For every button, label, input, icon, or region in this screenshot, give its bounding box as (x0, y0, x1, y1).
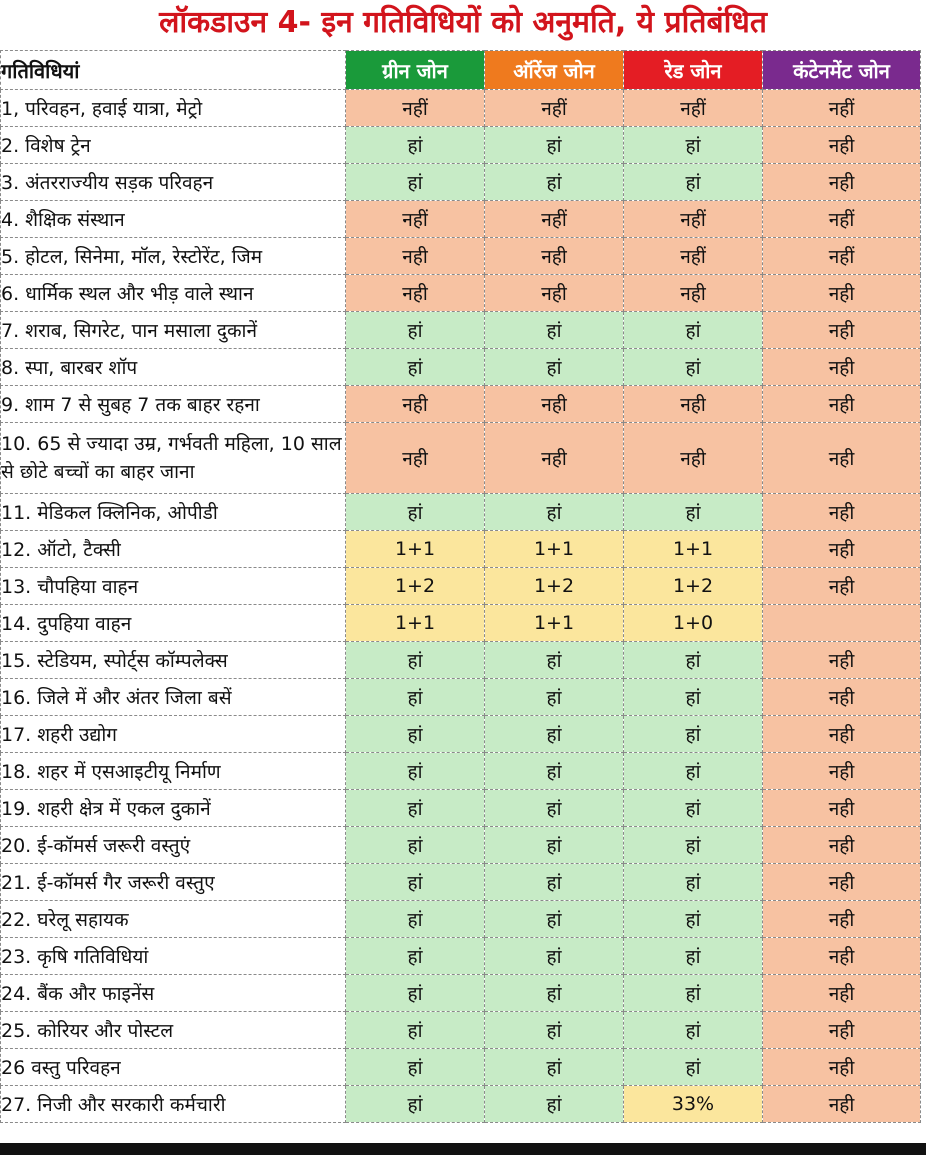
containment-zone-cell: नही (763, 938, 921, 975)
activity-cell: 8. स्पा, बारबर शॉप (1, 349, 346, 386)
orange-zone-cell: हां (485, 938, 624, 975)
red-zone-cell: हां (624, 975, 763, 1012)
red-zone-cell: हां (624, 716, 763, 753)
activity-cell: 6. धार्मिक स्थल और भीड़ वाले स्थान (1, 275, 346, 312)
red-zone-cell: हां (624, 827, 763, 864)
activity-cell: 9. शाम 7 से सुबह 7 तक बाहर रहना (1, 386, 346, 423)
orange-zone-cell: नही (485, 386, 624, 423)
page-title: लॉकडाउन 4- इन गतिविधियों को अनुमति, ये प्रतिबंधित (159, 5, 767, 40)
containment-zone-cell: नही (763, 679, 921, 716)
containment-zone-cell: नही (763, 716, 921, 753)
green-zone-cell: हां (346, 1049, 485, 1086)
header-containment-zone: कंटेनमेंट जोन (763, 51, 921, 90)
red-zone-cell: 33% (624, 1086, 763, 1123)
red-zone-cell: हां (624, 864, 763, 901)
table-row (1, 679, 921, 716)
table-row (1, 975, 921, 1012)
red-zone-cell: नही (624, 423, 763, 494)
green-zone-cell: हां (346, 864, 485, 901)
containment-zone-cell: नही (763, 901, 921, 938)
orange-zone-cell: 1+1 (485, 605, 624, 642)
green-zone-cell: नहीं (346, 90, 485, 127)
green-zone-cell: नही (346, 238, 485, 275)
green-zone-cell: हां (346, 164, 485, 201)
red-zone-cell: नहीं (624, 90, 763, 127)
containment-zone-cell: नही (763, 642, 921, 679)
green-zone-cell: 1+1 (346, 531, 485, 568)
orange-zone-cell: हां (485, 753, 624, 790)
red-zone-cell: 1+2 (624, 568, 763, 605)
orange-zone-cell: नही (485, 423, 624, 494)
red-zone-cell: हां (624, 679, 763, 716)
table-row (1, 864, 921, 901)
orange-zone-cell: हां (485, 349, 624, 386)
containment-zone-cell: नही (763, 1012, 921, 1049)
table-row (1, 386, 921, 423)
containment-zone-cell: नही (763, 312, 921, 349)
header-activity: गतिविधियां (1, 51, 346, 90)
red-zone-cell: हां (624, 127, 763, 164)
red-zone-cell: हां (624, 938, 763, 975)
activity-cell: 18. शहर में एसआइटीयू निर्माण (1, 753, 346, 790)
activity-cell: 23. कृषि गतिविधियां (1, 938, 346, 975)
header-red-zone: रेड जोन (624, 51, 763, 90)
table-row (1, 938, 921, 975)
table-row (1, 605, 921, 642)
table-row (1, 423, 921, 494)
containment-zone-cell (763, 605, 921, 642)
red-zone-cell: हां (624, 1049, 763, 1086)
red-zone-cell: नही (624, 275, 763, 312)
activity-cell: 22. घरेलू सहायक (1, 901, 346, 938)
orange-zone-cell: हां (485, 164, 624, 201)
table-row (1, 531, 921, 568)
green-zone-cell: हां (346, 127, 485, 164)
containment-zone-cell: नही (763, 1086, 921, 1123)
activity-cell: 21. ई-कॉमर्स गैर जरूरी वस्तुए (1, 864, 346, 901)
activity-cell: 13. चौपहिया वाहन (1, 568, 346, 605)
red-zone-cell: हां (624, 790, 763, 827)
orange-zone-cell: नही (485, 275, 624, 312)
green-zone-cell: 1+2 (346, 568, 485, 605)
orange-zone-cell: हां (485, 1049, 624, 1086)
containment-zone-cell: नही (763, 790, 921, 827)
activity-cell: 15. स्टेडियम, स्पोर्ट्स कॉम्पलेक्स (1, 642, 346, 679)
table-row (1, 90, 921, 127)
table-row (1, 275, 921, 312)
green-zone-cell: हां (346, 312, 485, 349)
activity-cell: 14. दुपहिया वाहन (1, 605, 346, 642)
table-row (1, 827, 921, 864)
table-row (1, 1012, 921, 1049)
green-zone-cell: हां (346, 975, 485, 1012)
table-row (1, 201, 921, 238)
green-zone-cell: हां (346, 753, 485, 790)
table-header-row (1, 51, 921, 90)
containment-zone-cell: नही (763, 349, 921, 386)
red-zone-cell: हां (624, 901, 763, 938)
table-row (1, 312, 921, 349)
red-zone-cell: हां (624, 753, 763, 790)
activity-cell: 5. होटल, सिनेमा, मॉल, रेस्टोरेंट, जिम (1, 238, 346, 275)
red-zone-cell: हां (624, 494, 763, 531)
green-zone-cell: नही (346, 275, 485, 312)
containment-zone-cell: नहीं (763, 201, 921, 238)
containment-zone-cell: नही (763, 423, 921, 494)
orange-zone-cell: हां (485, 790, 624, 827)
containment-zone-cell: नही (763, 827, 921, 864)
activity-cell: 2. विशेष ट्रेन (1, 127, 346, 164)
orange-zone-cell: हां (485, 864, 624, 901)
table-body (1, 90, 921, 1123)
containment-zone-cell: नही (763, 975, 921, 1012)
red-zone-cell: हां (624, 164, 763, 201)
orange-zone-cell: हां (485, 679, 624, 716)
activity-cell: 3. अंतरराज्यीय सड़क परिवहन (1, 164, 346, 201)
red-zone-cell: हां (624, 642, 763, 679)
activity-cell: 7. शराब, सिगरेट, पान मसाला दुकानें (1, 312, 346, 349)
orange-zone-cell: हां (485, 1012, 624, 1049)
green-zone-cell: हां (346, 1086, 485, 1123)
bottom-edge-bar (0, 1143, 926, 1155)
containment-zone-cell: नही (763, 568, 921, 605)
orange-zone-cell: नही (485, 238, 624, 275)
table-row (1, 1049, 921, 1086)
green-zone-cell: हां (346, 494, 485, 531)
table-row (1, 127, 921, 164)
table-row (1, 349, 921, 386)
containment-zone-cell: नही (763, 494, 921, 531)
orange-zone-cell: हां (485, 827, 624, 864)
containment-zone-cell: नही (763, 864, 921, 901)
table-row (1, 164, 921, 201)
containment-zone-cell: नहीं (763, 90, 921, 127)
activity-cell: 27. निजी और सरकारी कर्मचारी (1, 1086, 346, 1123)
orange-zone-cell: हां (485, 127, 624, 164)
activity-cell: 16. जिले में और अंतर जिला बसें (1, 679, 346, 716)
green-zone-cell: हां (346, 642, 485, 679)
lockdown-activity-table (0, 50, 921, 1123)
orange-zone-cell: हां (485, 975, 624, 1012)
activity-cell: 26 वस्तु परिवहन (1, 1049, 346, 1086)
green-zone-cell: 1+1 (346, 605, 485, 642)
containment-zone-cell: नही (763, 275, 921, 312)
table-row (1, 901, 921, 938)
activity-cell: 4. शैक्षिक संस्थान (1, 201, 346, 238)
table-row (1, 716, 921, 753)
red-zone-cell: हां (624, 1012, 763, 1049)
green-zone-cell: नहीं (346, 201, 485, 238)
green-zone-cell: हां (346, 938, 485, 975)
green-zone-cell: नही (346, 423, 485, 494)
activity-cell: 25. कोरियर और पोस्टल (1, 1012, 346, 1049)
activity-cell: 1, परिवहन, हवाई यात्रा, मेट्रो (1, 90, 346, 127)
containment-zone-cell: नही (763, 1049, 921, 1086)
red-zone-cell: हां (624, 349, 763, 386)
orange-zone-cell: हां (485, 642, 624, 679)
green-zone-cell: हां (346, 716, 485, 753)
green-zone-cell: हां (346, 679, 485, 716)
green-zone-cell: हां (346, 827, 485, 864)
orange-zone-cell: 1+2 (485, 568, 624, 605)
red-zone-cell: नहीं (624, 238, 763, 275)
containment-zone-cell: नही (763, 127, 921, 164)
table-row (1, 753, 921, 790)
table-row (1, 790, 921, 827)
orange-zone-cell: हां (485, 312, 624, 349)
green-zone-cell: हां (346, 901, 485, 938)
activity-cell: 17. शहरी उद्योग (1, 716, 346, 753)
orange-zone-cell: हां (485, 494, 624, 531)
orange-zone-cell: हां (485, 1086, 624, 1123)
containment-zone-cell: नहीं (763, 238, 921, 275)
orange-zone-cell: नहीं (485, 90, 624, 127)
table-row (1, 238, 921, 275)
green-zone-cell: हां (346, 349, 485, 386)
red-zone-cell: 1+0 (624, 605, 763, 642)
red-zone-cell: 1+1 (624, 531, 763, 568)
green-zone-cell: हां (346, 1012, 485, 1049)
red-zone-cell: नही (624, 386, 763, 423)
activity-cell: 24. बैंक और फाइनेंस (1, 975, 346, 1012)
green-zone-cell: हां (346, 790, 485, 827)
table-row (1, 494, 921, 531)
table-row (1, 642, 921, 679)
containment-zone-cell: नही (763, 753, 921, 790)
orange-zone-cell: हां (485, 716, 624, 753)
orange-zone-cell: 1+1 (485, 531, 624, 568)
containment-zone-cell: नही (763, 531, 921, 568)
red-zone-cell: नहीं (624, 201, 763, 238)
activity-cell: 19. शहरी क्षेत्र में एकल दुकानें (1, 790, 346, 827)
table-row (1, 568, 921, 605)
activity-cell: 11. मेडिकल क्लिनिक, ओपीडी (1, 494, 346, 531)
table-row (1, 1086, 921, 1123)
orange-zone-cell: हां (485, 901, 624, 938)
orange-zone-cell: नहीं (485, 201, 624, 238)
activity-cell: 10. 65 से ज्यादा उम्र, गर्भवती महिला, 10 साल से छोटे बच्चों का बाहर जाना (1, 423, 346, 494)
green-zone-cell: नही (346, 386, 485, 423)
activity-cell: 12. ऑटो, टैक्सी (1, 531, 346, 568)
header-orange-zone: ऑरेंज जोन (485, 51, 624, 90)
red-zone-cell: हां (624, 312, 763, 349)
containment-zone-cell: नही (763, 386, 921, 423)
containment-zone-cell: नही (763, 164, 921, 201)
activity-cell: 20. ई-कॉमर्स जरूरी वस्तुएं (1, 827, 346, 864)
header-green-zone: ग्रीन जोन (346, 51, 485, 90)
